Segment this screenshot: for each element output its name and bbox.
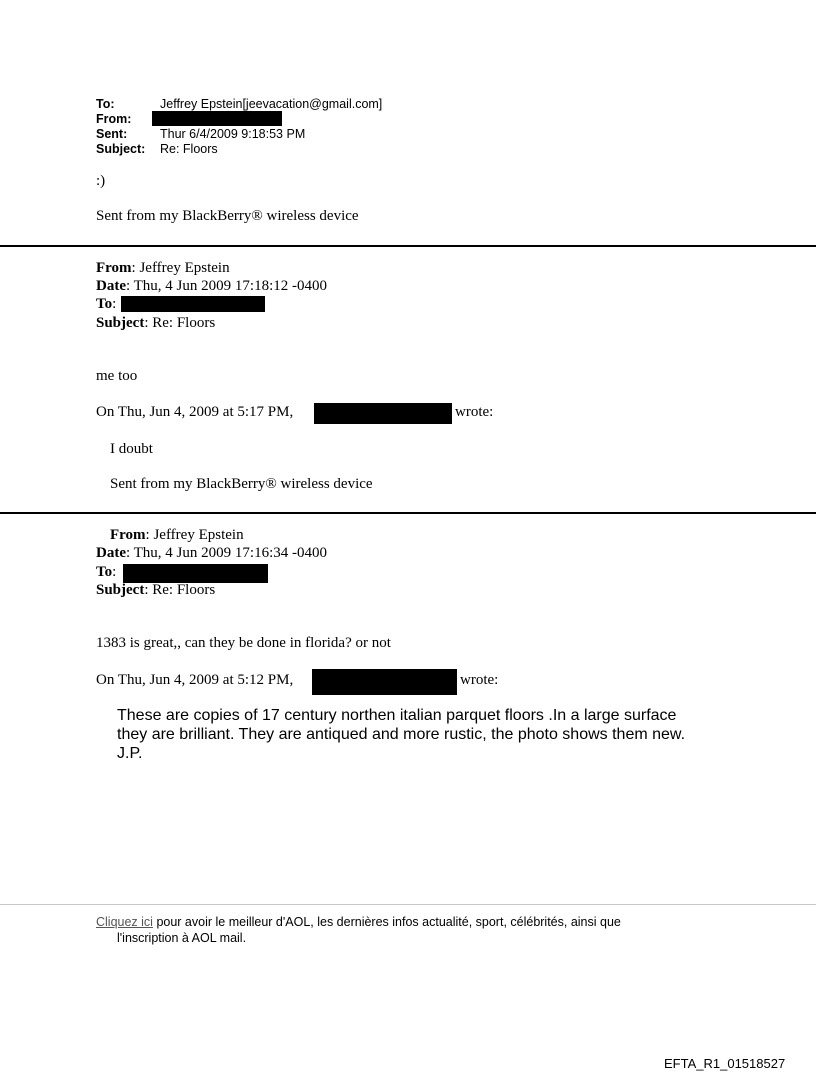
msg2-from-label: From: [96, 260, 132, 276]
message-signature: Sent from my BlackBerry® wireless device: [96, 208, 359, 224]
msg3-to: [96, 564, 116, 581]
sent-value: Thur 6/4/2009 9:18:53 PM: [160, 127, 306, 141]
msg3-body: 1383 is great,, can they be done in florida? or not: [96, 635, 391, 651]
msg3-quote-prefix: On Thu, Jun 4, 2009 at 5:12 PM,: [96, 672, 294, 688]
redaction-box: [123, 564, 268, 583]
footer-text-line-2: l'inscription à AOL mail.: [117, 931, 247, 945]
msg3-from-label: From: [110, 527, 146, 543]
redaction-box: [121, 296, 265, 312]
subject-value: Re: Floors: [160, 142, 218, 156]
header-subject-row: [96, 142, 145, 157]
msg2-quote-suffix: wrote:: [455, 404, 494, 420]
msg2-date: [96, 278, 327, 295]
msg2-to-value: :: [112, 296, 117, 312]
header-from-row: [96, 112, 131, 127]
msg2-subject-label: Subject: [96, 315, 145, 331]
msg2-from: [96, 260, 230, 277]
header-to-row: [96, 97, 115, 112]
msg2-to: [96, 296, 116, 313]
msg3-date-label: Date: [96, 545, 126, 561]
msg3-quoted-line-1: These are copies of 17 century northen italian parquet floors .In a large surface: [117, 707, 677, 724]
section-divider: [0, 245, 816, 247]
msg3-subject-label: Subject: [96, 582, 145, 598]
footer-text: pour avoir le meilleur d'AOL, les dernières infos actualité, sport, célébrités, ainsi que: [152, 915, 621, 929]
redaction-box: [312, 669, 457, 695]
msg2-subject: [96, 315, 215, 332]
msg3-to-label: To: [96, 564, 113, 580]
message-body: :): [96, 173, 106, 189]
msg2-quote-prefix: On Thu, Jun 4, 2009 at 5:17 PM,: [96, 404, 294, 420]
msg3-quote-suffix: wrote:: [460, 672, 499, 688]
msg3-date: [96, 545, 327, 562]
subject-label: Subject:: [96, 142, 146, 156]
msg2-date-label: Date: [96, 278, 126, 294]
msg2-body: me too: [96, 368, 138, 384]
redaction-box: [314, 403, 452, 424]
header-sent-row: [96, 127, 127, 142]
msg2-quoted-signature: Sent from my BlackBerry® wireless device: [110, 476, 373, 492]
msg3-from-value: : Jeffrey Epstein: [145, 527, 244, 543]
msg3-subject: [96, 582, 215, 599]
msg2-quoted-body: I doubt: [110, 441, 153, 457]
msg2-from-value: : Jeffrey Epstein: [131, 260, 230, 276]
aol-link[interactable]: Cliquez ici: [96, 915, 153, 929]
msg3-quoted-line-2: they are brilliant. They are antiqued and more rustic, the photo shows them new.: [117, 726, 686, 743]
sent-label: Sent:: [96, 127, 128, 141]
from-label: From:: [96, 112, 132, 126]
msg3-from: [110, 527, 244, 544]
section-divider: [0, 512, 816, 514]
bates-number: EFTA_R1_01518527: [664, 1056, 786, 1071]
msg3-date-value: : Thu, 4 Jun 2009 17:16:34 -0400: [126, 545, 327, 561]
msg2-to-label: To: [96, 296, 113, 312]
msg3-subject-value: : Re: Floors: [144, 582, 216, 598]
redaction-box: [152, 111, 282, 126]
to-label: To:: [96, 97, 115, 111]
msg2-subject-value: : Re: Floors: [144, 315, 216, 331]
to-value: Jeffrey Epstein[jeevacation@gmail.com]: [160, 97, 383, 111]
footer-text-line-1: [96, 914, 621, 930]
msg2-date-value: : Thu, 4 Jun 2009 17:18:12 -0400: [126, 278, 327, 294]
msg3-to-value: :: [112, 564, 117, 580]
footer-divider: [0, 904, 816, 905]
msg3-quoted-line-3: J.P.: [117, 745, 143, 762]
